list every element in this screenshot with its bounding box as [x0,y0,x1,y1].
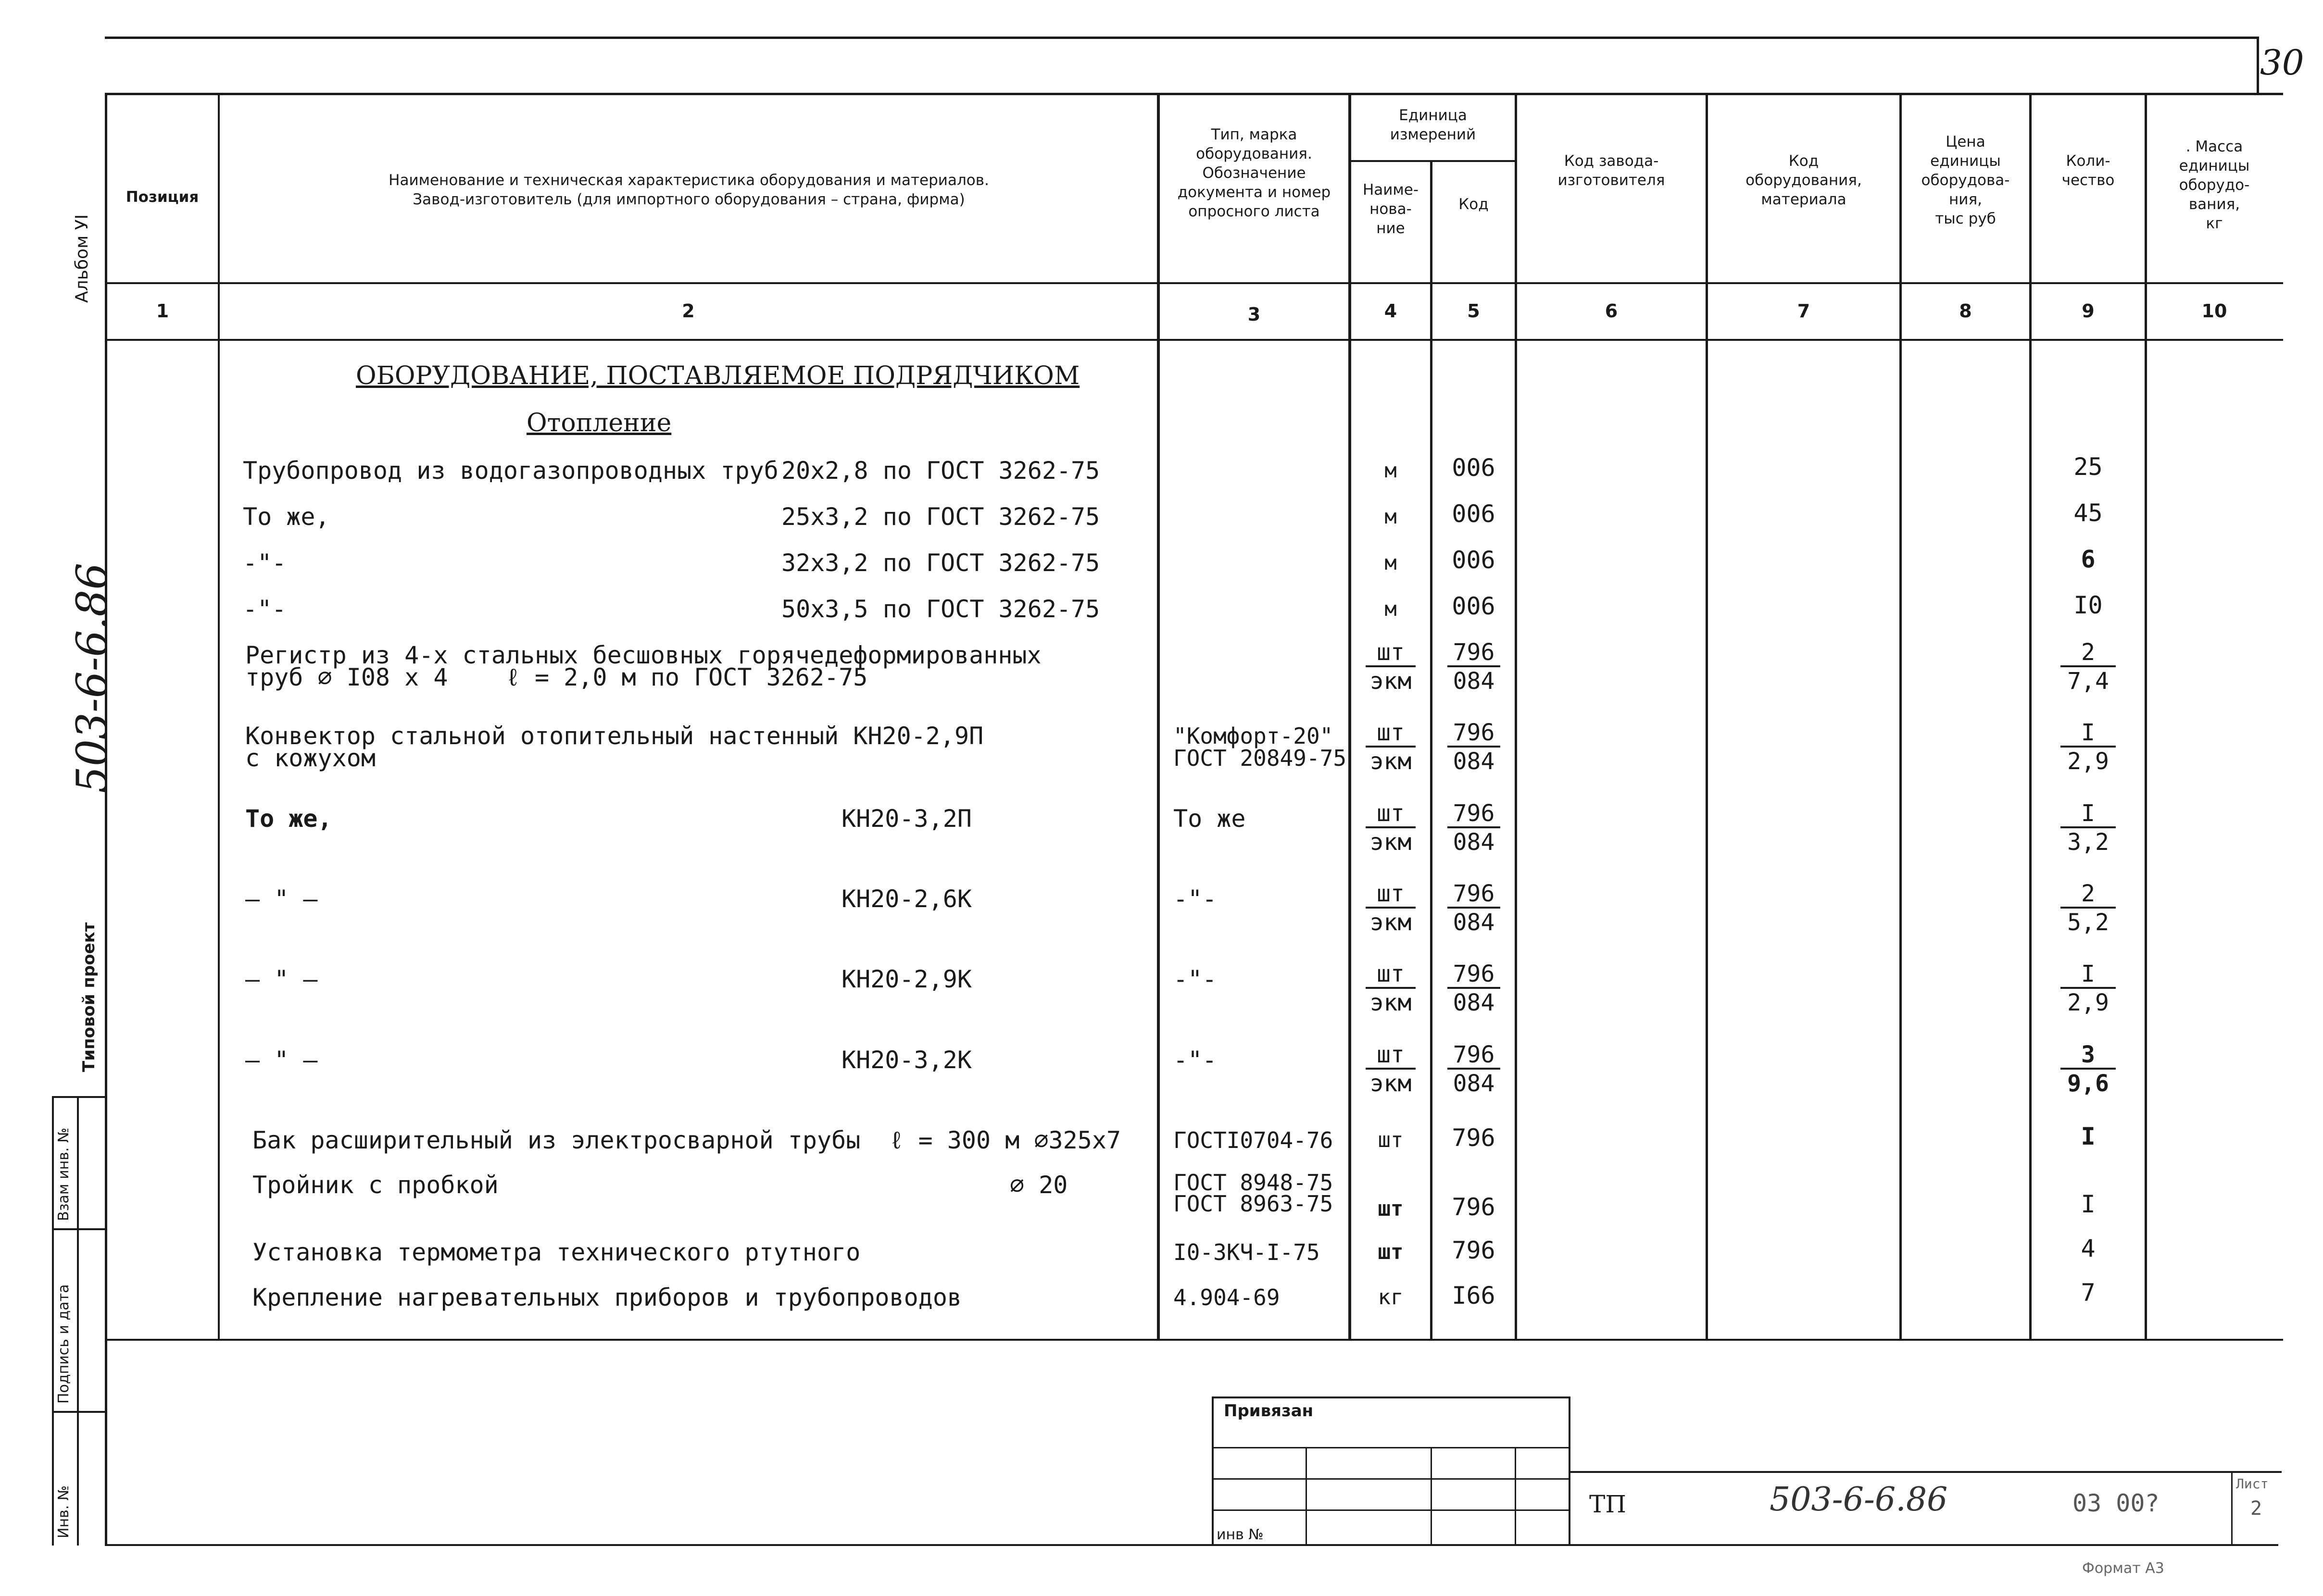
row-qty: 25 [2073,453,2103,481]
row-code: $\frac{796}{084}$ [1447,881,1500,936]
row-name: Крепление нагревательных приборов и трубопроводов [252,1284,962,1311]
row-unit: шт [1378,1197,1404,1221]
row-qty: I [2081,1122,2096,1150]
section-title: ОБОРУДОВАНИЕ, ПОСТАВЛЯЕМОЕ ПОДРЯДЧИКОМ [356,362,1080,390]
row-name: Регистр из 4-х стальных бесшовных горячедеформированных труб ∅ I08 х 4 ℓ = 2,0 м по ГОСТ 3262-75 [245,641,1042,691]
row-qty: $\frac{2}{5,2}$ [2060,881,2116,936]
row-unit: шт [1378,1240,1404,1264]
row-unit: м [1384,597,1397,621]
row-code: 796 [1452,1124,1495,1152]
page-number: 30 [2260,42,2304,83]
titleblock-list-label: Лист [2236,1476,2269,1492]
row-qty: I [2081,1190,2096,1218]
stamp-label: Инв. № [55,1485,72,1538]
header-name: Наименование и техническая характеристика оборудования и материалов. Завод-изготовитель (для импортного оборудования – страна, фирма) [389,172,989,208]
album-label: Альбом УI [72,214,92,303]
titleblock-list-num: 2 [2250,1497,2262,1520]
format-label: Формат А3 [2082,1560,2164,1577]
row-unit: шт экм [1366,720,1416,775]
row-unit: м [1384,505,1397,528]
stamp-top-line [52,1096,106,1098]
header-unit-name: Наиме- нова- ние [1362,181,1419,237]
row-unit: шт экм [1366,1042,1416,1097]
titleblock-top [1570,1471,2282,1473]
row-code: 006 [1452,500,1495,528]
row-qty: $\frac{I}{3,2}$ [2060,800,2116,856]
header-unit: Единица измерений [1390,107,1476,143]
row-code: 796 [1452,1193,1495,1221]
stamp-div-2 [52,1411,106,1413]
col-line-5 [1515,93,1517,1339]
unit-subheader-line [1348,160,1517,162]
row-type: То же [1173,805,1246,833]
stamp-inv: инв № [1217,1526,1264,1543]
colnum-2: 2 [682,300,695,322]
header-factory-code: Код завода- изготовителя [1557,152,1665,189]
header-quantity: Коли- чество [2061,152,2115,189]
stamp-left-line [52,1096,54,1546]
colnum-8: 8 [1959,300,1972,322]
col-line-1 [218,93,220,1339]
titleblock-tp: ТП [1589,1490,1626,1518]
colnum-1: 1 [156,300,169,322]
row-name: -"- [243,549,287,577]
col-line-4 [1430,161,1432,1339]
titleblock-code: 503-6-6.86 [1770,1481,1948,1519]
row-type: 4.904-69 [1173,1284,1280,1310]
row-spec: ∅ 20 [1010,1171,1068,1199]
bottom-border [105,1544,2278,1546]
row-type: -"- [1173,1046,1217,1074]
row-unit: кг [1378,1285,1404,1309]
row-unit: шт экм [1366,881,1416,936]
col-line-2 [1157,93,1160,1339]
row-unit: шт экм [1366,961,1416,1017]
row-code: $\frac{796}{084}$ [1447,720,1500,775]
row-name: Тройник с пробкой [252,1171,499,1199]
row-code: $\frac{796}{084}$ [1447,800,1500,856]
row-code: $\frac{796}{084}$ [1447,639,1500,695]
col-line-9 [2145,93,2147,1339]
header-mass: . Масса единицы оборудо- вания, кг [2179,138,2250,232]
colnum-9: 9 [2082,300,2095,322]
header-equipment-code: Код оборудования, материала [1745,152,1862,208]
titleblock-list-line [2231,1471,2233,1546]
row-name: То же, [245,805,332,833]
stamp-grid-h1 [1212,1447,1570,1448]
row-type: ГОСТI0704-76 [1173,1127,1333,1153]
stamp-mid-line [77,1096,79,1546]
colnum-3: 3 [1247,304,1261,325]
colnum-4: 4 [1384,300,1397,322]
colnum-6: 6 [1605,300,1618,322]
row-code: I66 [1452,1282,1495,1309]
col-line-8 [2029,93,2032,1339]
row-qty: 6 [2081,545,2096,573]
row-name: То же, [243,503,330,531]
subsection-title: Отопление [527,409,672,437]
stamp-privyazan: Привязан [1224,1401,1314,1421]
colnum-7: 7 [1797,300,1810,322]
row-unit: шт [1378,1128,1404,1152]
margin-project-code: 503-6-6.86 [67,562,117,793]
row-name: -"- [243,595,287,623]
row-spec: КН20-2,6К [841,885,972,913]
row-spec: КН20-2,9К [841,965,972,993]
row-qty: I0 [2073,591,2103,619]
row-unit: шт экм [1366,639,1416,695]
row-qty: 4 [2081,1234,2096,1262]
stamp-div-1 [52,1228,106,1230]
col-line-7 [1899,93,1902,1339]
stamp-grid-v2 [1431,1447,1432,1546]
row-type: ГОСТ 8948-75 ГОСТ 8963-75 [1173,1170,1333,1217]
colnum-10: 10 [2201,300,2227,322]
stamp-box-top [1212,1396,1570,1398]
row-code: 006 [1452,592,1495,620]
row-code: $\frac{796}{084}$ [1447,961,1500,1017]
row-unit: м [1384,459,1397,482]
row-spec: КН20-3,2П [841,805,972,833]
stamp-label: Взам инв. № [55,1127,72,1221]
row-qty: $\frac{2}{7,4}$ [2060,639,2116,695]
row-spec: 32х3,2 по ГОСТ 3262-75 [781,549,1100,577]
row-spec: КН20-3,2К [841,1046,972,1074]
row-code: 006 [1452,454,1495,482]
row-name: – " – [245,965,318,993]
row-code: $\frac{796}{084}$ [1447,1042,1500,1097]
stamp-label: Подпись и дата [55,1284,72,1404]
row-name: Установка термометра технического ртутного [252,1238,861,1266]
header-type: Тип, марка оборудования. Обозначение документа и номер опросного листа [1177,126,1331,220]
row-type: -"- [1173,885,1217,913]
stamp-grid-h3 [1212,1509,1570,1511]
row-qty: $\frac{I}{2,9}$ [2060,961,2116,1017]
header-price: Цена единицы оборудова- ния, тыс руб [1921,133,2010,227]
row-unit: м [1384,551,1397,574]
row-name: Трубопровод из водогазопроводных труб [243,457,779,485]
body-bottom-line [105,1339,2283,1341]
stamp-box-left [1212,1396,1214,1546]
row-qty: $\frac{I}{2,9}$ [2060,720,2116,775]
row-qty: 45 [2073,499,2103,527]
header-unit-code: Код [1458,196,1489,213]
row-spec: 20х2,8 по ГОСТ 3262-75 [781,457,1100,485]
row-code: 796 [1452,1236,1495,1264]
project-type-label: Типовой проект [79,922,99,1072]
col-line-6 [1706,93,1708,1339]
row-spec: 50х3,5 по ГОСТ 3262-75 [781,595,1100,623]
row-code: 006 [1452,546,1495,574]
top-border [105,37,2259,39]
row-spec: 25х3,2 по ГОСТ 3262-75 [781,503,1100,531]
header-bottom-line [105,282,2283,284]
stamp-grid-h2 [1212,1478,1570,1480]
table-top-line [105,93,2283,95]
row-type: I0-3КЧ-I-75 [1173,1239,1320,1265]
row-name: Бак расширительный из электросварной трубы ℓ = 300 м ∅325х7 [252,1126,1121,1154]
row-type: -"- [1173,965,1217,993]
titleblock-sheet: 03 00? [2072,1489,2160,1517]
right-border [2257,37,2259,93]
row-name: – " – [245,885,318,913]
row-type: "Комфорт-20" ГОСТ 20849-75 [1173,723,1347,771]
stamp-grid-v3 [1515,1447,1516,1546]
colnum-bottom-line [105,339,2283,341]
header-position: Позиция [126,188,199,206]
row-unit: шт экм [1366,800,1416,856]
colnum-5: 5 [1467,300,1480,322]
stamp-grid-v1 [1306,1447,1307,1546]
row-qty: $\frac{3}{9,6}$ [2060,1042,2116,1097]
row-name: Конвектор стальной отопительный настенный КН20-2,9П с кожухом [245,722,984,772]
row-name: – " – [245,1046,318,1074]
row-qty: 7 [2081,1279,2096,1307]
